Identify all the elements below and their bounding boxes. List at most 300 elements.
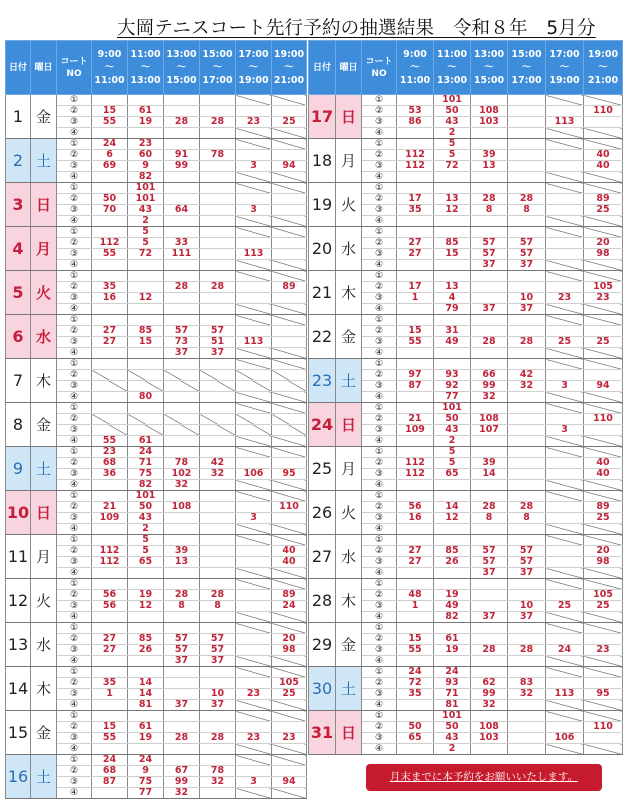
lottery-number-cell xyxy=(471,183,508,194)
lottery-number-cell xyxy=(92,667,128,678)
lottery-number-cell xyxy=(471,172,508,183)
lottery-number-cell xyxy=(434,491,471,502)
lottery-number-cell xyxy=(584,117,623,128)
lottery-number-cell xyxy=(546,150,584,161)
lottery-number-cell: 50 xyxy=(92,194,128,205)
lottery-number-cell xyxy=(164,304,200,315)
court-number: ① xyxy=(362,95,397,106)
lottery-number-cell xyxy=(471,524,508,535)
lottery-number-cell: 105 xyxy=(584,590,623,601)
day-of-week: 金 xyxy=(31,403,57,447)
lottery-number-cell: 108 xyxy=(471,722,508,733)
lottery-number-cell: 15 xyxy=(92,106,128,117)
lottery-number-cell: 43 xyxy=(434,733,471,744)
court-number: ① xyxy=(57,535,92,546)
court-number: ③ xyxy=(57,117,92,128)
lottery-number-cell xyxy=(546,282,584,293)
lottery-number-cell: 50 xyxy=(434,106,471,117)
lottery-number-cell: 112 xyxy=(397,458,434,469)
lottery-number-cell xyxy=(471,623,508,634)
lottery-number-cell xyxy=(397,744,434,755)
day-of-week: 木 xyxy=(31,667,57,711)
day-row xyxy=(309,183,623,194)
lottery-number-cell xyxy=(272,579,307,590)
court-number: ① xyxy=(57,623,92,634)
court-number: ③ xyxy=(57,733,92,744)
court-number: ① xyxy=(57,711,92,722)
lottery-number-cell xyxy=(471,139,508,150)
time-end: 11:00 xyxy=(399,75,431,86)
lottery-number-cell xyxy=(584,568,623,579)
lottery-number-cell xyxy=(128,128,164,139)
lottery-number-cell: 27 xyxy=(397,238,434,249)
day-date: 29 xyxy=(309,623,336,667)
lottery-number-cell: 28 xyxy=(471,645,508,656)
lottery-number-cell xyxy=(236,315,272,326)
header-time-slot xyxy=(92,41,128,95)
lottery-number-cell xyxy=(236,568,272,579)
lottery-number-cell xyxy=(92,95,128,106)
day-row xyxy=(309,315,623,326)
lottery-number-cell: 72 xyxy=(434,161,471,172)
lottery-number-cell xyxy=(236,183,272,194)
lottery-number-cell: 37 xyxy=(164,348,200,359)
lottery-number-cell: 28 xyxy=(164,733,200,744)
lottery-number-cell: 81 xyxy=(128,700,164,711)
lottery-number-cell: 89 xyxy=(584,502,623,513)
lottery-number-cell xyxy=(584,216,623,227)
lottery-number-cell: 81 xyxy=(434,700,471,711)
lottery-number-cell: 5 xyxy=(434,458,471,469)
lottery-number-cell xyxy=(92,403,128,414)
lottery-number-cell: 109 xyxy=(92,513,128,524)
lottery-number-cell xyxy=(200,216,236,227)
lottery-number-cell: 107 xyxy=(471,425,508,436)
lottery-number-cell xyxy=(584,359,623,370)
lottery-number-cell: 57 xyxy=(164,645,200,656)
lottery-number-cell: 32 xyxy=(471,392,508,403)
lottery-number-cell: 56 xyxy=(92,601,128,612)
lottery-number-cell xyxy=(200,161,236,172)
court-number: ④ xyxy=(57,788,92,799)
lottery-number-cell: 27 xyxy=(397,546,434,557)
time-sep: 〜 xyxy=(410,62,420,73)
lottery-number-cell: 25 xyxy=(584,337,623,348)
lottery-number-cell xyxy=(508,216,546,227)
lottery-number-cell: 8 xyxy=(200,601,236,612)
court-number: ④ xyxy=(362,260,397,271)
lottery-number-cell: 24 xyxy=(434,667,471,678)
header-date: 日付 xyxy=(6,41,31,95)
court-number: ③ xyxy=(57,469,92,480)
lottery-number-cell xyxy=(92,227,128,238)
day-date: 21 xyxy=(309,271,336,315)
lottery-number-cell: 65 xyxy=(128,557,164,568)
time-start: 13:00 xyxy=(166,49,197,60)
court-number: ④ xyxy=(362,436,397,447)
lottery-number-cell: 23 xyxy=(584,645,623,656)
lottery-number-cell xyxy=(92,315,128,326)
lottery-number-cell xyxy=(200,612,236,623)
lottery-number-cell: 14 xyxy=(128,689,164,700)
day-of-week: 月 xyxy=(31,535,57,579)
court-number: ③ xyxy=(362,381,397,392)
day-row xyxy=(309,579,623,590)
lottery-number-cell: 75 xyxy=(128,469,164,480)
lottery-number-cell xyxy=(508,359,546,370)
lottery-number-cell: 28 xyxy=(508,502,546,513)
lottery-number-cell: 23 xyxy=(92,447,128,458)
lottery-number-cell: 50 xyxy=(397,722,434,733)
day-row xyxy=(309,447,623,458)
time-start: 19:00 xyxy=(587,49,619,60)
lottery-number-cell: 110 xyxy=(584,106,623,117)
court-number: ① xyxy=(57,755,92,766)
lottery-number-cell xyxy=(92,744,128,755)
lottery-number-cell: 64 xyxy=(164,205,200,216)
lottery-number-cell xyxy=(200,304,236,315)
lottery-number-cell xyxy=(200,513,236,524)
lottery-number-cell xyxy=(508,491,546,502)
lottery-number-cell: 112 xyxy=(92,238,128,249)
lottery-number-cell: 77 xyxy=(128,788,164,799)
time-start: 11:00 xyxy=(436,49,468,60)
lottery-number-cell xyxy=(200,249,236,260)
day-row xyxy=(309,491,623,502)
lottery-number-cell: 61 xyxy=(128,722,164,733)
lottery-number-cell: 36 xyxy=(92,469,128,480)
lottery-number-cell xyxy=(236,282,272,293)
lottery-number-cell: 108 xyxy=(471,106,508,117)
day-row xyxy=(309,403,623,414)
lottery-number-cell xyxy=(272,568,307,579)
lottery-number-cell xyxy=(92,568,128,579)
lottery-number-cell xyxy=(508,414,546,425)
lottery-number-cell: 15 xyxy=(397,634,434,645)
lottery-number-cell: 99 xyxy=(164,161,200,172)
lottery-number-cell xyxy=(508,480,546,491)
page-title: 大岡テニスコート先行予約の抽選結果 令和８年 5月分 xyxy=(117,18,596,39)
lottery-number-cell xyxy=(584,425,623,436)
court-number: ① xyxy=(362,227,397,238)
court-number: ① xyxy=(57,139,92,150)
lottery-number-cell: 94 xyxy=(584,381,623,392)
day-of-week: 金 xyxy=(31,95,57,139)
lottery-number-cell xyxy=(272,766,307,777)
lottery-number-cell: 66 xyxy=(471,370,508,381)
lottery-number-cell: 12 xyxy=(128,601,164,612)
court-number: ① xyxy=(57,315,92,326)
court-number: ② xyxy=(57,326,92,337)
day-of-week: 木 xyxy=(336,579,362,623)
day-date: 7 xyxy=(6,359,31,403)
lottery-number-cell: 43 xyxy=(128,205,164,216)
lottery-number-cell xyxy=(508,535,546,546)
lottery-number-cell xyxy=(508,183,546,194)
lottery-number-cell xyxy=(236,744,272,755)
lottery-number-cell xyxy=(236,447,272,458)
lottery-number-cell xyxy=(128,359,164,370)
lottery-number-cell: 37 xyxy=(164,656,200,667)
lottery-number-cell: 5 xyxy=(434,139,471,150)
lottery-number-cell xyxy=(236,238,272,249)
lottery-number-cell xyxy=(272,711,307,722)
lottery-number-cell: 86 xyxy=(397,117,434,128)
court-number: ④ xyxy=(57,392,92,403)
lottery-number-cell xyxy=(200,381,236,392)
lottery-number-cell xyxy=(164,612,200,623)
lottery-number-cell: 5 xyxy=(434,150,471,161)
lottery-number-cell: 35 xyxy=(397,689,434,700)
time-start: 13:00 xyxy=(473,49,505,60)
court-number: ④ xyxy=(362,524,397,535)
lottery-number-cell: 28 xyxy=(471,194,508,205)
lottery-number-cell: 40 xyxy=(272,557,307,568)
lottery-number-cell xyxy=(200,557,236,568)
lottery-number-cell xyxy=(508,579,546,590)
lottery-number-cell: 50 xyxy=(434,414,471,425)
lottery-number-cell xyxy=(584,678,623,689)
lottery-number-cell: 112 xyxy=(397,469,434,480)
lottery-number-cell xyxy=(546,271,584,282)
lottery-number-cell xyxy=(164,260,200,271)
lottery-number-cell xyxy=(471,326,508,337)
lottery-number-cell xyxy=(164,436,200,447)
court-number: ② xyxy=(57,590,92,601)
day-row xyxy=(6,623,307,634)
day-of-week: 火 xyxy=(336,183,362,227)
lottery-number-cell: 56 xyxy=(92,590,128,601)
lottery-number-cell xyxy=(236,623,272,634)
lottery-number-cell xyxy=(272,524,307,535)
lottery-number-cell xyxy=(92,788,128,799)
lottery-number-cell: 39 xyxy=(471,150,508,161)
lottery-number-cell: 15 xyxy=(397,326,434,337)
lottery-number-cell: 19 xyxy=(434,645,471,656)
lottery-number-cell: 99 xyxy=(164,777,200,788)
lottery-number-cell: 2 xyxy=(128,524,164,535)
lottery-number-cell xyxy=(546,623,584,634)
lottery-number-cell xyxy=(128,381,164,392)
lottery-number-cell xyxy=(546,403,584,414)
day-row xyxy=(309,271,623,282)
court-number: ① xyxy=(57,447,92,458)
lottery-number-cell xyxy=(584,667,623,678)
court-number: ③ xyxy=(362,645,397,656)
lottery-number-cell xyxy=(200,579,236,590)
lottery-number-cell: 68 xyxy=(92,766,128,777)
lottery-number-cell: 32 xyxy=(164,788,200,799)
lottery-number-cell xyxy=(128,623,164,634)
lottery-number-cell: 82 xyxy=(128,172,164,183)
lottery-number-cell xyxy=(200,524,236,535)
day-date: 19 xyxy=(309,183,336,227)
court-number: ① xyxy=(362,711,397,722)
lottery-number-cell: 89 xyxy=(272,282,307,293)
day-of-week: 土 xyxy=(31,447,57,491)
lottery-number-cell xyxy=(584,711,623,722)
lottery-number-cell xyxy=(397,227,434,238)
lottery-number-cell xyxy=(200,788,236,799)
time-sep: 〜 xyxy=(447,62,457,73)
lottery-number-cell xyxy=(546,513,584,524)
lottery-number-cell xyxy=(236,711,272,722)
lottery-number-cell xyxy=(508,271,546,282)
lottery-number-cell: 8 xyxy=(164,601,200,612)
time-end: 17:00 xyxy=(511,75,542,86)
lottery-number-cell xyxy=(471,282,508,293)
lottery-number-cell xyxy=(272,304,307,315)
lottery-number-cell xyxy=(546,722,584,733)
lottery-number-cell xyxy=(92,304,128,315)
lottery-number-cell xyxy=(164,194,200,205)
lottery-number-cell xyxy=(272,293,307,304)
lottery-number-cell: 103 xyxy=(471,117,508,128)
lottery-number-cell: 2 xyxy=(434,128,471,139)
lottery-number-cell: 28 xyxy=(471,502,508,513)
lottery-number-cell xyxy=(471,480,508,491)
court-number: ① xyxy=(362,491,397,502)
court-number: ④ xyxy=(57,216,92,227)
lottery-number-cell: 71 xyxy=(128,458,164,469)
lottery-number-cell xyxy=(471,128,508,139)
lottery-number-cell xyxy=(92,348,128,359)
lottery-number-cell xyxy=(397,315,434,326)
lottery-number-cell xyxy=(272,205,307,216)
lottery-number-cell xyxy=(546,535,584,546)
day-date: 1 xyxy=(6,95,31,139)
lottery-number-cell: 8 xyxy=(471,205,508,216)
court-number: ② xyxy=(362,502,397,513)
lottery-number-cell: 57 xyxy=(164,326,200,337)
day-date: 16 xyxy=(6,755,31,799)
lottery-number-cell: 27 xyxy=(92,326,128,337)
lottery-number-cell: 20 xyxy=(584,238,623,249)
lottery-table-right xyxy=(308,40,623,755)
lottery-number-cell xyxy=(272,337,307,348)
day-row xyxy=(6,315,307,326)
court-number: ① xyxy=(362,315,397,326)
lottery-number-cell xyxy=(164,216,200,227)
lottery-number-cell xyxy=(397,260,434,271)
lottery-number-cell xyxy=(508,447,546,458)
lottery-number-cell: 3 xyxy=(236,205,272,216)
lottery-number-cell: 28 xyxy=(200,590,236,601)
lottery-number-cell xyxy=(471,293,508,304)
lottery-number-cell: 55 xyxy=(92,117,128,128)
lottery-number-cell xyxy=(434,227,471,238)
lottery-number-cell xyxy=(471,667,508,678)
lottery-number-cell xyxy=(200,315,236,326)
lottery-number-cell: 19 xyxy=(128,733,164,744)
lottery-number-cell xyxy=(200,139,236,150)
day-row xyxy=(309,227,623,238)
lottery-number-cell xyxy=(508,172,546,183)
day-date: 12 xyxy=(6,579,31,623)
lottery-number-cell: 37 xyxy=(164,700,200,711)
court-number: ② xyxy=(57,414,92,425)
lottery-number-cell xyxy=(397,403,434,414)
court-number: ② xyxy=(57,370,92,381)
lottery-number-cell: 108 xyxy=(471,414,508,425)
lottery-number-cell xyxy=(397,392,434,403)
lottery-number-cell: 17 xyxy=(397,194,434,205)
lottery-number-cell xyxy=(584,579,623,590)
lottery-number-cell xyxy=(128,370,164,381)
lottery-number-cell xyxy=(508,326,546,337)
court-number: ③ xyxy=(57,425,92,436)
lottery-number-cell xyxy=(584,447,623,458)
day-of-week: 月 xyxy=(31,227,57,271)
court-number: ② xyxy=(57,634,92,645)
lottery-number-cell xyxy=(236,491,272,502)
lottery-number-cell xyxy=(434,315,471,326)
lottery-number-cell: 3 xyxy=(546,425,584,436)
lottery-number-cell xyxy=(200,172,236,183)
lottery-number-cell: 94 xyxy=(272,777,307,788)
time-end: 17:00 xyxy=(202,75,233,86)
lottery-number-cell xyxy=(236,172,272,183)
lottery-number-cell xyxy=(272,194,307,205)
court-number: ③ xyxy=(362,161,397,172)
lottery-number-cell xyxy=(236,601,272,612)
lottery-number-cell: 16 xyxy=(397,513,434,524)
lottery-number-cell xyxy=(164,425,200,436)
court-number: ④ xyxy=(57,172,92,183)
lottery-number-cell xyxy=(164,667,200,678)
header-time-slot xyxy=(164,41,200,95)
lottery-number-cell: 67 xyxy=(164,766,200,777)
court-number: ③ xyxy=(57,689,92,700)
day-of-week: 水 xyxy=(336,535,362,579)
lottery-number-cell xyxy=(236,227,272,238)
lottery-number-cell: 15 xyxy=(434,249,471,260)
lottery-number-cell xyxy=(236,590,272,601)
lottery-number-cell xyxy=(546,700,584,711)
header-dow: 曜日 xyxy=(31,41,57,95)
lottery-number-cell: 112 xyxy=(397,161,434,172)
lottery-number-cell: 95 xyxy=(584,689,623,700)
day-date: 9 xyxy=(6,447,31,491)
lottery-number-cell: 85 xyxy=(128,634,164,645)
lottery-number-cell: 108 xyxy=(164,502,200,513)
lottery-number-cell xyxy=(236,502,272,513)
lottery-number-cell xyxy=(584,348,623,359)
court-number: ① xyxy=(57,579,92,590)
lottery-number-cell: 26 xyxy=(434,557,471,568)
lottery-number-cell: 57 xyxy=(508,546,546,557)
lottery-number-cell: 78 xyxy=(164,458,200,469)
lottery-number-cell xyxy=(397,139,434,150)
lottery-number-cell xyxy=(92,623,128,634)
lottery-number-cell: 57 xyxy=(508,238,546,249)
day-row xyxy=(309,139,623,150)
lottery-number-cell: 101 xyxy=(128,183,164,194)
lottery-number-cell xyxy=(584,139,623,150)
time-sep: 〜 xyxy=(104,62,115,73)
lottery-number-cell xyxy=(236,766,272,777)
day-row xyxy=(309,95,623,106)
lottery-number-cell xyxy=(92,172,128,183)
lottery-number-cell xyxy=(434,359,471,370)
lottery-number-cell xyxy=(236,722,272,733)
lottery-number-cell xyxy=(92,612,128,623)
lottery-number-cell xyxy=(508,623,546,634)
lottery-number-cell xyxy=(128,612,164,623)
day-row xyxy=(6,359,307,370)
lottery-number-cell: 95 xyxy=(272,469,307,480)
lottery-number-cell xyxy=(471,579,508,590)
